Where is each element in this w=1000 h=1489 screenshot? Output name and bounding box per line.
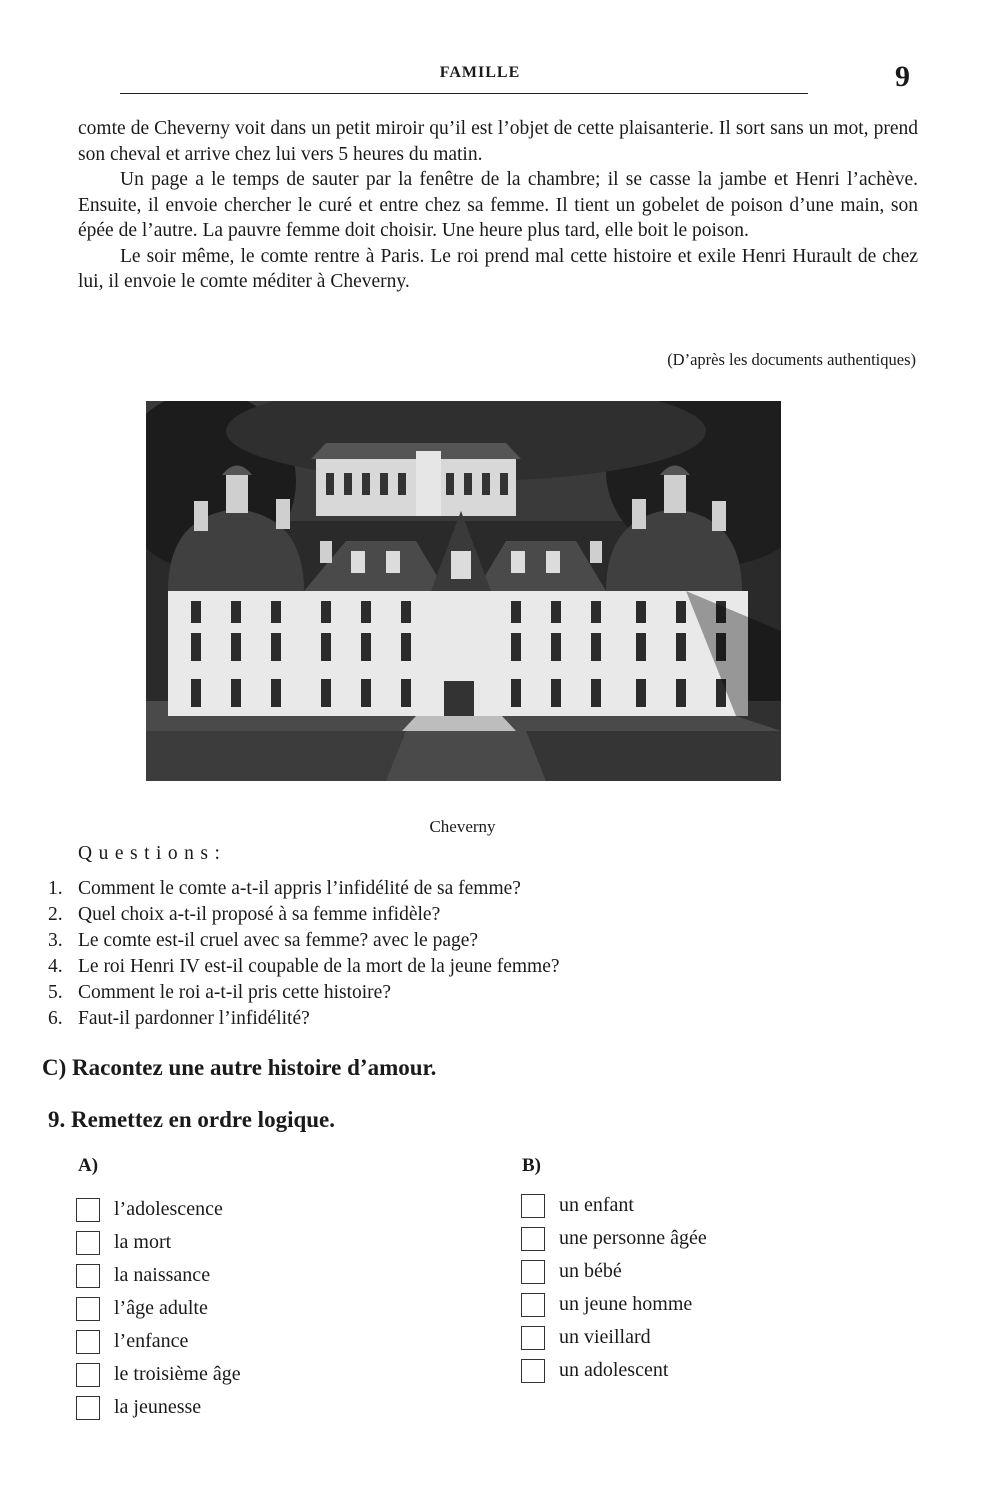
exercise-9-heading: 9. Remettez en ordre logique. xyxy=(48,1107,335,1132)
order-item: l’âge adulte xyxy=(76,1292,241,1325)
order-item: la naissance xyxy=(76,1259,241,1292)
column-a-title: A) xyxy=(78,1155,99,1176)
order-item: un adolescent xyxy=(521,1354,707,1387)
order-checkbox[interactable] xyxy=(76,1330,100,1354)
chateau-photo xyxy=(146,401,781,781)
question-item: 5. Comment le roi a-t-il pris cette histoire? xyxy=(48,982,391,1003)
paragraph-2: Un page a le temps de sauter par la fenêtre de la chambre; il se casse la jambe et Henri l’achève. Ensuite, il envoie chercher le curé et entre chez sa femme. Il tient un gobelet de poison d’une main, son épée de l’autre. La pauvre femme doit choisir. Une heure plus tard, elle boit le poison. xyxy=(78,169,918,241)
order-checkbox[interactable] xyxy=(521,1293,545,1317)
paragraph-3: Le soir même, le comte rentre à Paris. Le roi prend mal cette histoire et exile Henri Hurault de chez lui, il envoie le comte méditer à Cheverny. xyxy=(78,245,918,292)
paragraph-1: comte de Cheverny voit dans un petit miroir qu’il est l’objet de cette plaisanterie. Il sort sans un mot, prend son cheval et arrive chez lui vers 5 heures du matin. xyxy=(78,118,918,165)
questions-heading: Questions: xyxy=(78,843,227,864)
order-item: un vieillard xyxy=(521,1321,707,1354)
order-checkbox[interactable] xyxy=(521,1194,545,1218)
order-item: un jeune homme xyxy=(521,1288,707,1321)
order-checkbox[interactable] xyxy=(76,1231,100,1255)
order-item: le troisième âge xyxy=(76,1358,241,1391)
order-checkbox[interactable] xyxy=(76,1363,100,1387)
order-item: l’enfance xyxy=(76,1325,241,1358)
story-text xyxy=(78,116,918,295)
column-a-list xyxy=(76,1193,241,1424)
question-item: 3. Le comte est-il cruel avec sa femme? avec le page? xyxy=(48,930,479,951)
question-item: 4. Le roi Henri IV est-il coupable de la mort de la jeune femme? xyxy=(48,956,560,977)
order-item: l’adolescence xyxy=(76,1193,241,1226)
order-item: une personne âgée xyxy=(521,1222,707,1255)
order-item: un enfant xyxy=(521,1189,707,1222)
order-item: la jeunesse xyxy=(76,1391,241,1424)
question-item: 1. Comment le comte a-t-il appris l’infidélité de sa femme? xyxy=(48,878,521,899)
order-checkbox[interactable] xyxy=(76,1198,100,1222)
order-checkbox[interactable] xyxy=(521,1227,545,1251)
photo-caption: Cheverny xyxy=(429,817,496,836)
question-item: 2. Quel choix a-t-il proposé à sa femme infidèle? xyxy=(48,904,441,925)
header-rule xyxy=(120,93,808,94)
order-checkbox[interactable] xyxy=(521,1326,545,1350)
order-checkbox[interactable] xyxy=(521,1359,545,1383)
order-checkbox[interactable] xyxy=(521,1260,545,1284)
column-b-list xyxy=(521,1189,707,1387)
questions-list xyxy=(48,876,560,1032)
order-checkbox[interactable] xyxy=(76,1264,100,1288)
order-item: la mort xyxy=(76,1226,241,1259)
page-number: 9 xyxy=(895,60,910,93)
running-header: FAMILLE xyxy=(439,64,521,81)
section-c-heading: C) Racontez une autre histoire d’amour. xyxy=(42,1055,437,1080)
source-note: (D’après les documents authentiques) xyxy=(667,350,916,369)
chateau-illustration xyxy=(146,401,781,781)
question-item: 6. Faut-il pardonner l’infidélité? xyxy=(48,1008,310,1029)
order-checkbox[interactable] xyxy=(76,1396,100,1420)
column-b-title: B) xyxy=(522,1155,541,1176)
order-checkbox[interactable] xyxy=(76,1297,100,1321)
order-item: un bébé xyxy=(521,1255,707,1288)
